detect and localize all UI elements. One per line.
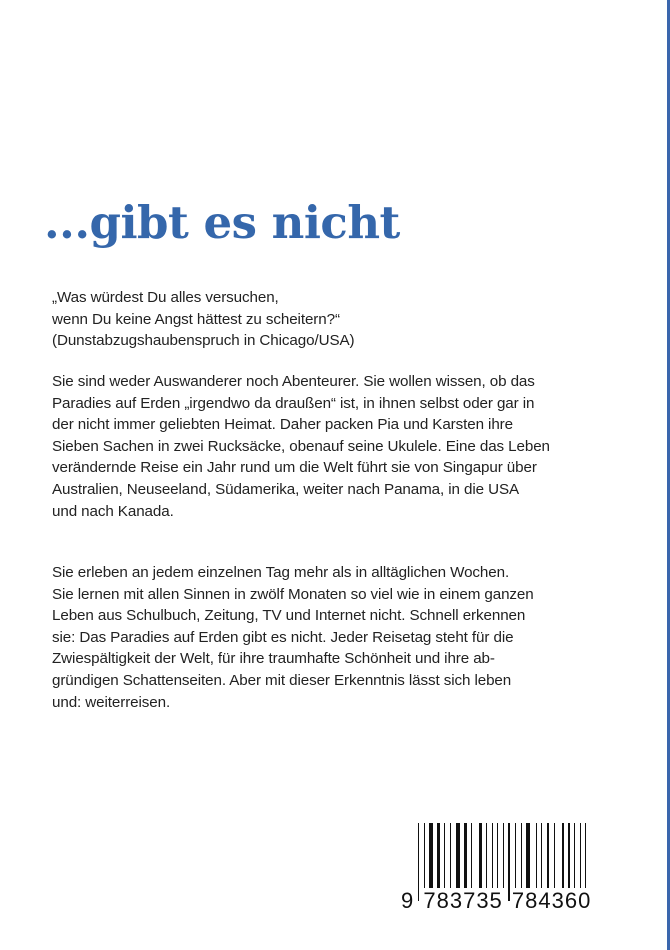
text-line: wenn Du keine Angst hättest zu scheitern?“ [52,310,340,328]
barcode-bar [554,823,555,891]
barcode-bar [464,823,466,891]
quote-block [52,287,354,352]
text-line: Leben aus Schulbuch, Zeitung, TV und Internet nicht. Schnell erkennen [52,607,526,625]
barcode-bar [429,823,433,891]
isbn-group-2: 784360 [511,888,592,913]
text-line: gründigen Schattenseiten. Aber mit dieser Erkenntnis lässt sich leben [52,671,512,689]
text-line: verändernde Reise ein Jahr rund um die Welt führt sie von Singapur über [52,459,537,477]
barcode-bar [562,823,564,891]
text-line: der nicht immer geliebten Heimat. Daher packen Pia und Karsten ihre [52,416,513,434]
barcode-bars [418,823,588,895]
barcode-bar [547,823,549,891]
barcode-bar [526,823,530,891]
barcode-bar [479,823,481,891]
text-line: Paradies auf Erden „irgendwo da draußen“ ist, in ihnen selbst oder gar in [52,394,535,412]
barcode-bar [456,823,460,891]
isbn-digits [400,888,592,914]
barcode-bar [444,823,445,891]
isbn-barcode [400,820,600,915]
text-line: Australien, Neuseeland, Südamerika, weiter nach Panama, in die USA [52,480,520,498]
barcode-bar [541,823,542,891]
barcode-bar [568,823,569,891]
barcode-bar [450,823,451,891]
barcode-bar [492,823,493,891]
blurb-paragraph-2 [52,562,534,713]
text-line: Sie sind weder Auswanderer noch Abenteurer. Sie wollen wissen, ob das [52,373,535,390]
text-line: sie: Das Paradies auf Erden gibt es nicht. Jeder Reisetag steht für die [52,628,514,646]
barcode-bar [437,823,439,891]
text-line: Sie erleben an jedem einzelnen Tag mehr als in alltäglichen Wochen. [52,564,510,581]
barcode-bar [486,823,487,891]
barcode-bar [471,823,472,891]
isbn-first-digit: 9 [401,888,415,913]
text-line: „Was würdest Du alles versuchen, [52,289,279,306]
book-title: ...gibt es nicht [44,196,400,249]
text-line: und: weiterreisen. [52,693,171,711]
barcode-bar [497,823,498,891]
barcode-bar [536,823,537,891]
text-line: Sieben Sachen in zwei Rucksäcke, obenauf seine Ukulele. Eine das Leben [52,437,550,455]
text-line: Zwiespältigkeit der Welt, für ihre traumhafte Schönheit und ihre ab- [52,650,495,668]
blurb-paragraph-1 [52,371,550,522]
text-line: und nach Kanada. [52,502,174,520]
barcode-bar [574,823,575,891]
text-line: Sie lernen mit allen Sinnen in zwölf Monaten so viel wie in einem ganzen [52,585,534,603]
barcode-bar [521,823,522,891]
isbn-group-1: 783735 [423,888,503,913]
barcode-bar [515,823,516,891]
text-line: (Dunstabzugshaubenspruch in Chicago/USA) [52,332,355,350]
